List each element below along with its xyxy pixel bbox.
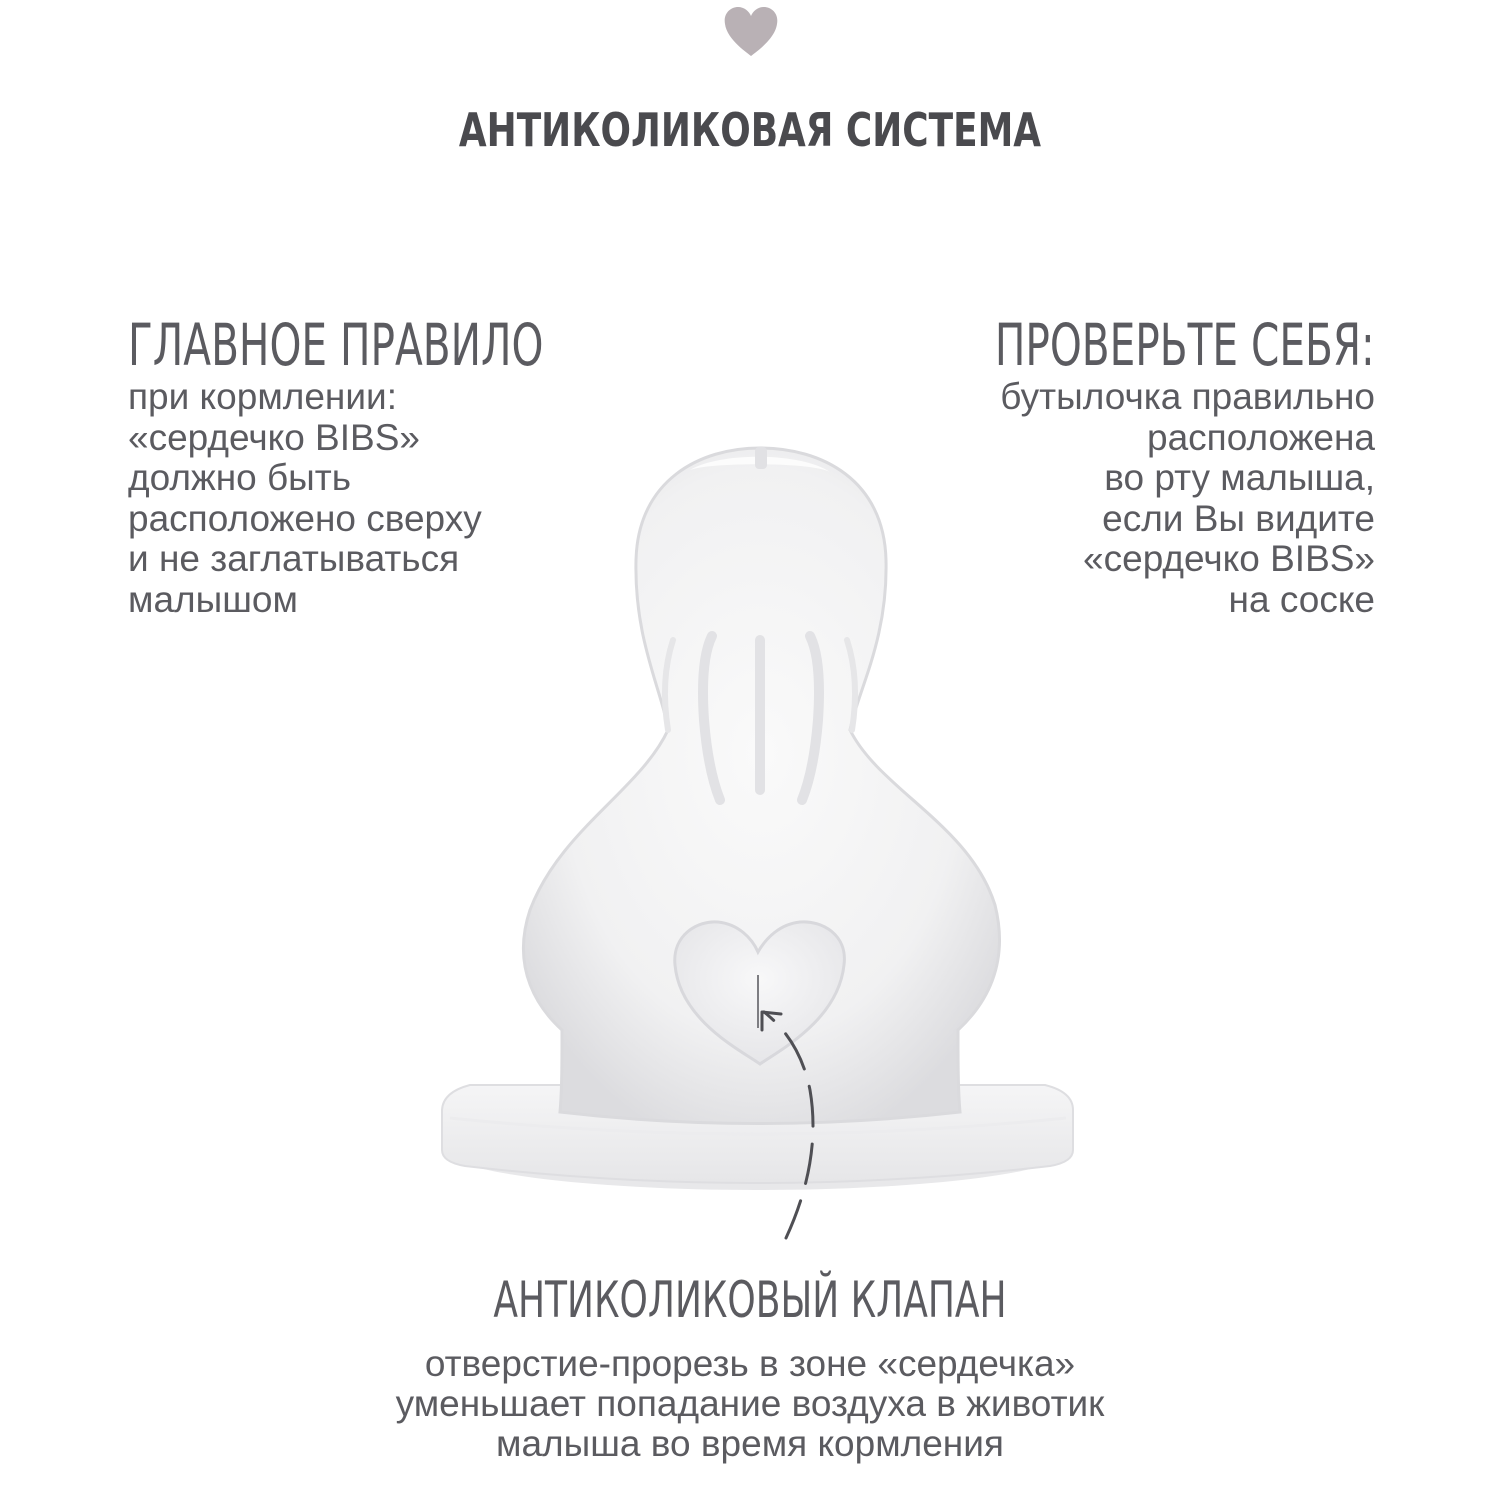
- text-line: «сердечко BIBS»: [128, 416, 420, 458]
- main-rule-heading: ГЛАВНОЕ ПРАВИЛО: [128, 311, 544, 379]
- text-line: если Вы видите: [1102, 497, 1375, 539]
- valve-heading: АНТИКОЛИКОВЫЙ КЛАПАН: [493, 1271, 1007, 1329]
- text-line: малыша во время кормления: [496, 1423, 1004, 1464]
- valve-text: [0, 1344, 1500, 1464]
- text-line: расположена: [1147, 416, 1375, 458]
- text-line: «сердечко BIBS»: [1083, 538, 1375, 579]
- check-yourself-heading: ПРОВЕРЬТЕ СЕБЯ:: [995, 311, 1375, 379]
- main-rule-text: [128, 377, 482, 620]
- text-line: во рту малыша,: [1104, 457, 1375, 498]
- text-line: и не заглатываться: [128, 538, 460, 579]
- text-line: расположено сверху: [128, 497, 482, 539]
- text-line: бутылочка правильно: [1000, 376, 1375, 417]
- check-yourself-text: [1000, 377, 1375, 620]
- text-line: уменьшает попадание воздуха в животик: [395, 1383, 1105, 1424]
- text-line: отверстие-прорезь в зоне «сердечка»: [424, 1343, 1076, 1384]
- page-title: АНТИКОЛИКОВАЯ СИСТЕМА: [458, 103, 1042, 157]
- text-line: должно быть: [128, 457, 351, 498]
- text-line: при кормлении:: [128, 376, 397, 417]
- text-line: малышом: [128, 578, 298, 620]
- text-line: на соске: [1228, 578, 1375, 620]
